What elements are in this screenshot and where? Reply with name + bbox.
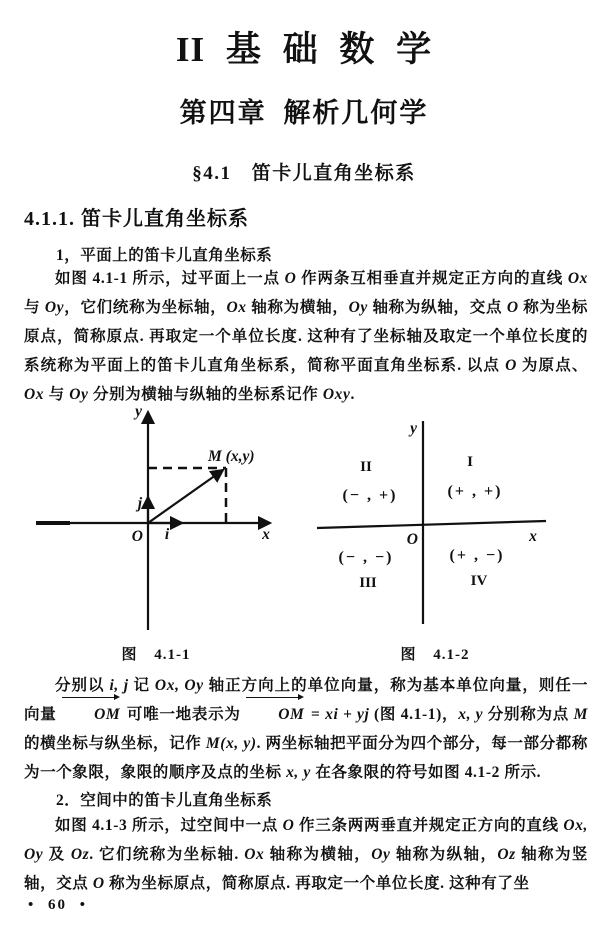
text-run: 与 — [24, 299, 45, 316]
text-run: 称为坐标原点，简称原点. 再取定一个单位长度. 这种有了坐标轴及取定一个单位长度的系统称为平面上的笛卡儿直角坐标系，简称平面直角坐标系. 以点 — [24, 299, 588, 374]
section-title: §4.1 笛卡儿直角坐标系 — [192, 163, 416, 184]
math-variable: O — [282, 817, 295, 834]
text-run: 称为坐标原点，简称原点. 再取定一个单位长度. 这种有了坐 — [104, 875, 530, 892]
math-variable: O — [506, 299, 519, 316]
text-run: 在各象限的符号如图 4.1-2 所示. — [310, 764, 542, 781]
text-run: 作两条互相垂直并规定正方向的直线 — [296, 270, 568, 287]
list-item-2: 2．空间中的笛卡儿直角坐标系 — [56, 792, 273, 809]
text-run: 轴称为纵轴，交点 — [367, 299, 507, 316]
point-m-label: M (x,y) — [208, 448, 255, 465]
math-variable: Oy — [44, 299, 65, 316]
math-variable: Oy — [69, 386, 89, 403]
figure-2-caption: 图 4.1-2 — [400, 647, 470, 663]
quadrant-1-sign: (+ , +) — [447, 483, 503, 500]
quadrant-1-label: I — [467, 454, 473, 470]
math-variable: Oz — [497, 846, 516, 863]
math-variable: O — [284, 270, 297, 287]
text-run: 分别称为点 — [483, 706, 574, 723]
math-variable: Ox, Oy — [154, 677, 204, 694]
text-run: 轴正方向上的单位向量，称为基本单位向量，则任一向量 — [24, 677, 588, 723]
text-run: 记 — [128, 677, 155, 694]
text-run: 作三条两两垂直并规定正方向的直线 — [294, 817, 564, 834]
math-variable: Ox — [226, 299, 247, 316]
x-axis-line — [317, 521, 546, 528]
math-variable: xi + yj — [325, 706, 370, 723]
math-variable: M — [573, 706, 588, 723]
text-run: 轴称为纵轴， — [390, 846, 498, 863]
subsection-title: 4.1.1. 笛卡儿直角坐标系 — [24, 208, 249, 230]
text-run: . 两坐标轴把平面分为四个部分，每一部分都称为一个象限，象限的顺序及点的坐标 — [24, 735, 589, 781]
figure-coordinate-plane — [30, 398, 282, 636]
list-item-1: 1，平面上的笛卡儿直角坐标系 — [56, 247, 273, 264]
y-axis-label: y — [410, 420, 417, 437]
text-run: 如图 4.1-3 所示，过空间中一点 — [55, 817, 283, 834]
text-run: 的横坐标与纵坐标，记作 — [24, 735, 206, 752]
part-title: II 基 础 数 学 — [175, 30, 433, 69]
math-variable: Oxy — [322, 386, 351, 403]
math-variable: O — [92, 875, 105, 892]
page-number: • 60 • — [28, 897, 88, 913]
origin-label: O — [131, 528, 143, 545]
math-variable: Ox — [567, 270, 588, 287]
text-run: 轴称为横轴， — [264, 846, 372, 863]
text-run: 可唯一地表示为 — [122, 706, 246, 723]
text-run: 轴称为竖轴，交点 — [24, 846, 588, 892]
quadrant-4-label: IV — [470, 573, 488, 589]
text-run: 如图 4.1-1 所示，过平面上一点 — [55, 270, 285, 287]
math-variable: O — [505, 357, 517, 374]
math-variable: Ox — [24, 386, 45, 403]
quadrant-3-label: III — [359, 575, 377, 591]
math-variable: Ox, Oy — [24, 817, 588, 863]
math-variable: M(x, y) — [205, 735, 257, 752]
vector-notation: OM — [61, 700, 122, 729]
math-variable: x, y — [458, 706, 484, 723]
vector-notation: OM — [245, 700, 306, 729]
text-run: 轴称为横轴， — [246, 299, 349, 316]
text-run: 分别以 — [55, 677, 110, 694]
text-run: . — [350, 386, 355, 403]
text-run: 与 — [44, 386, 70, 403]
paragraph-2 — [24, 671, 588, 787]
text-run: 及 — [43, 846, 71, 863]
math-variable: Oy — [348, 299, 368, 316]
math-variable: i, j — [109, 677, 129, 694]
paragraph-3 — [24, 811, 588, 898]
text-run: 分别为横轴与纵轴的坐标系记作 — [88, 386, 323, 403]
unit-j-label: j — [137, 495, 142, 512]
quadrant-3-sign: (− , −) — [338, 549, 394, 566]
origin-label: O — [406, 531, 418, 548]
vector-om-arrow — [148, 470, 223, 523]
quadrant-4-sign: (+ , −) — [449, 547, 505, 564]
text-run: = — [306, 706, 326, 723]
y-axis-label: y — [135, 403, 142, 420]
quadrant-2-sign: (− , +) — [342, 487, 398, 504]
math-variable: Oz — [70, 846, 90, 863]
math-variable: x, y — [286, 764, 311, 781]
text-run: (图 4.1-1)， — [369, 706, 459, 723]
figure-1-caption: 图 4.1-1 — [121, 647, 191, 663]
quadrant-2-label: II — [360, 459, 372, 475]
text-run: ，它们统称为坐标轴， — [64, 299, 227, 316]
text-run: . 它们统称为坐标轴. — [89, 846, 245, 863]
unit-i-label: i — [164, 526, 170, 543]
figure-quadrants — [313, 413, 557, 631]
paragraph-1 — [24, 264, 588, 409]
chapter-title: 第四章 解析几何学 — [179, 98, 429, 128]
x-axis-label: x — [262, 526, 270, 543]
math-variable: Oy — [371, 846, 391, 863]
x-axis-label: x — [529, 528, 537, 545]
text-run: 为原点、 — [516, 357, 588, 374]
math-variable: Ox — [244, 846, 265, 863]
